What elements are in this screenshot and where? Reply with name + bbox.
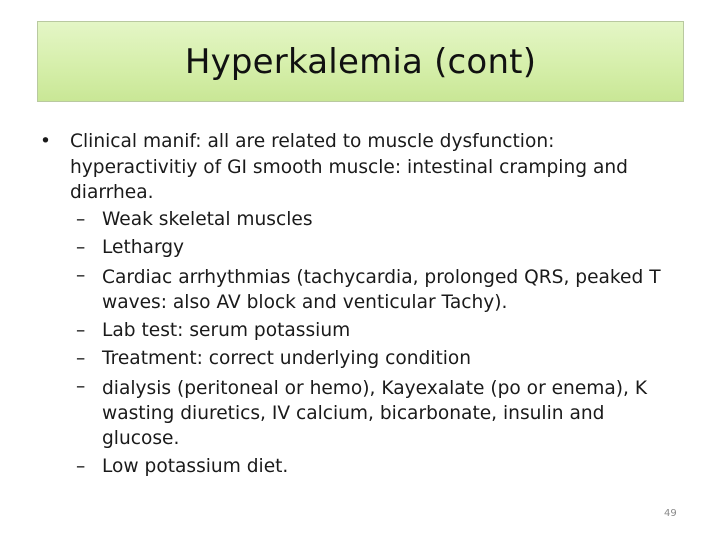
sub-item-text: Treatment: correct underlying condition <box>102 348 472 370</box>
slide-title: Hyperkalemia (cont) <box>184 41 537 82</box>
bullet-text: Clinical manif: all are related to muscle dysfunction: hyperactivitiy of GI smooth muscle: intestinal cramping and diarrhea. <box>70 131 628 203</box>
bullet-item <box>40 128 680 206</box>
sub-item-text: Cardiac arrhythmias (tachycardia, prolonged QRS, peaked T waves: also AV block and venticular Tachy). <box>102 266 661 313</box>
sub-item-text: dialysis (peritoneal or hemo), Kayexalate (po or enema), K wasting diuretics, IV calcium, bicarbonate, insulin and glucose. <box>102 377 648 449</box>
sub-item-text: Low potassium diet. <box>102 455 289 477</box>
sub-item <box>40 374 680 453</box>
sub-item <box>40 453 680 482</box>
sub-item-text: Lethargy <box>102 237 185 259</box>
dash-icon: – <box>76 319 86 341</box>
dash-icon: – <box>76 208 86 230</box>
sub-item <box>40 206 680 235</box>
sub-item <box>40 317 680 346</box>
sub-item <box>40 234 680 263</box>
sub-item-text: Weak skeletal muscles <box>102 208 313 230</box>
dash-icon: – <box>76 375 86 397</box>
bullet-icon: • <box>40 131 51 152</box>
dash-icon: – <box>76 237 86 259</box>
dash-icon: – <box>76 455 86 477</box>
sub-item-text: Lab test: serum potassium <box>102 319 351 341</box>
sub-item <box>40 345 680 374</box>
title-banner <box>37 21 684 102</box>
dash-icon: – <box>76 348 86 370</box>
slide-body <box>40 128 680 481</box>
sub-item <box>40 263 680 317</box>
page-number: 49 <box>664 508 677 519</box>
dash-icon: – <box>76 264 86 286</box>
